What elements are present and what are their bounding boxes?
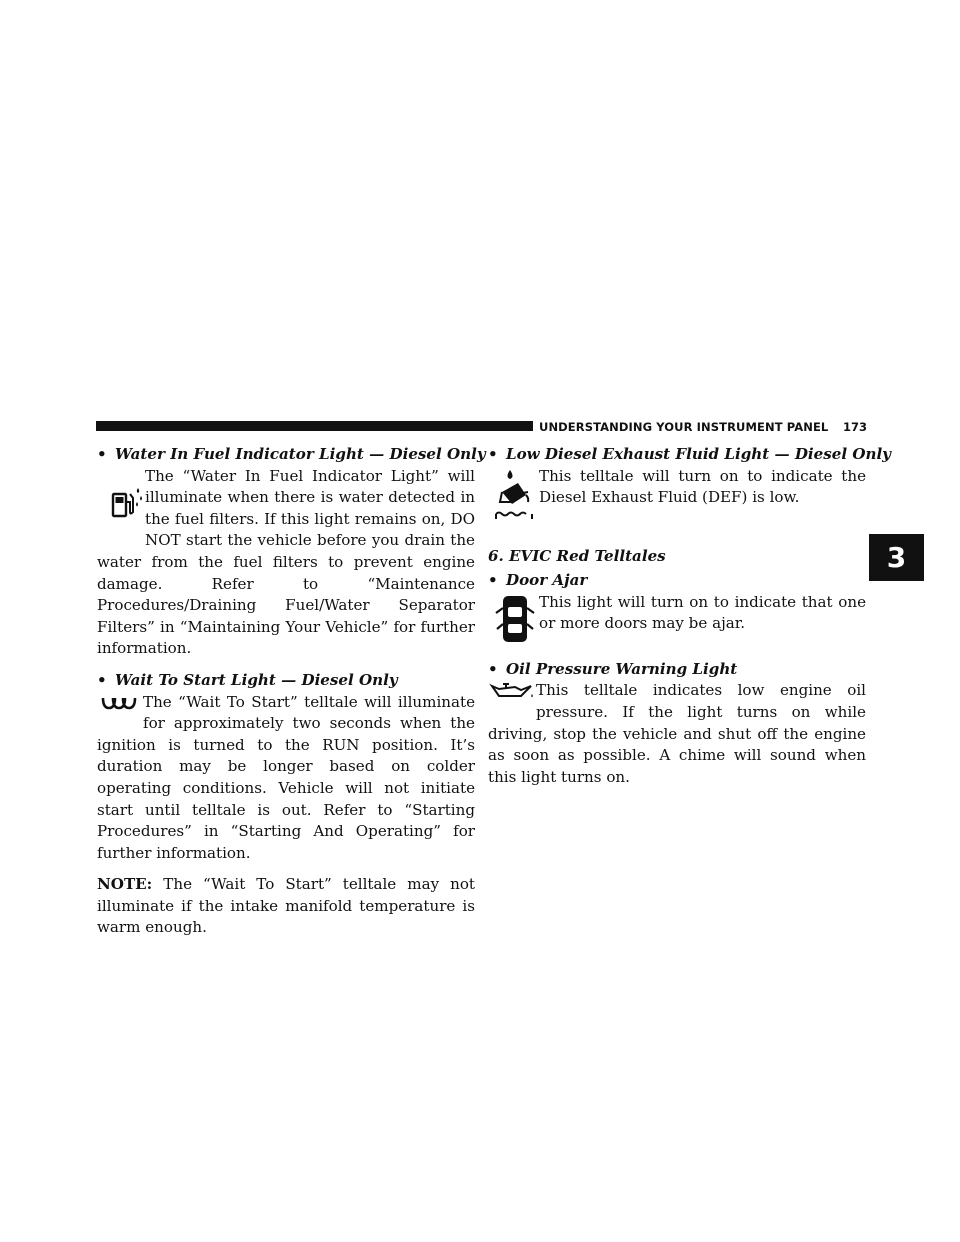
- def-fluid-icon: [488, 466, 539, 532]
- oil-can-icon: [488, 680, 536, 702]
- door-ajar-icon: [488, 592, 539, 652]
- chapter-tab: 3: [869, 534, 924, 581]
- oil-pressure-heading: • Oil Pressure Warning Light: [488, 659, 738, 678]
- header-rule: [96, 421, 533, 431]
- wait-to-start-block: [97, 692, 475, 865]
- evic-red-telltales-heading: 6. EVIC Red Telltales: [488, 546, 666, 565]
- def-text: This telltale will turn on to indicate the Diesel Exhaust Fluid (DEF) is low.: [539, 466, 866, 507]
- door-ajar-text: This light will turn on to indicate that one or more doors may be ajar.: [539, 592, 866, 633]
- page-number: 173: [843, 420, 868, 434]
- glow-plug-icon: [97, 692, 143, 718]
- note-paragraph: [97, 874, 475, 939]
- right-column: [488, 444, 891, 788]
- water-in-fuel-text: The “Water In Fuel Indicator Light” will illuminate when there is water detected in the fuel filters. If this light remains on, DO NOT start the vehicle before you drain the water from the fuel filters to prevent engine damage. Refer to “Maintenance Procedures/Draining Fuel/Water Separator Filters” in “Maintaining Your Vehicle” for further information.: [97, 466, 475, 658]
- section-title: UNDERSTANDING YOUR INSTRUMENT PANEL: [539, 420, 829, 434]
- water-in-fuel-block: [97, 466, 475, 660]
- note-label: NOTE:: [97, 875, 153, 894]
- oil-pressure-block: [488, 680, 866, 788]
- def-heading: • Low Diesel Exhaust Fluid Light — Diesel Only: [488, 445, 891, 463]
- left-column: [97, 444, 486, 939]
- door-ajar-block: [488, 592, 866, 656]
- wait-to-start-heading: • Wait To Start Light — Diesel Only: [97, 670, 398, 689]
- note-text: The “Wait To Start” telltale may not illuminate if the intake manifold temperature is warm enough.: [97, 875, 475, 937]
- water-in-fuel-heading: • Water In Fuel Indicator Light — Diesel Only: [97, 445, 486, 463]
- wait-to-start-text: The “Wait To Start” telltale will illuminate for approximately two seconds when the ignition is turned to the RUN position. It’s duration may be longer based on colder operating conditions. Vehicle will not initiate start until telltale is out. Refer to “Starting Procedures” in “Starting And Operating” for further information.: [97, 692, 475, 862]
- door-ajar-heading: • Door Ajar: [488, 571, 588, 590]
- def-block: [488, 466, 866, 532]
- oil-pressure-text: This telltale indicates low engine oil pressure. If the light turns on while driving, stop the vehicle and shut off the engine as soon as possible. A chime will sound when this light turns on.: [488, 681, 866, 786]
- water-in-fuel-icon: [97, 466, 145, 552]
